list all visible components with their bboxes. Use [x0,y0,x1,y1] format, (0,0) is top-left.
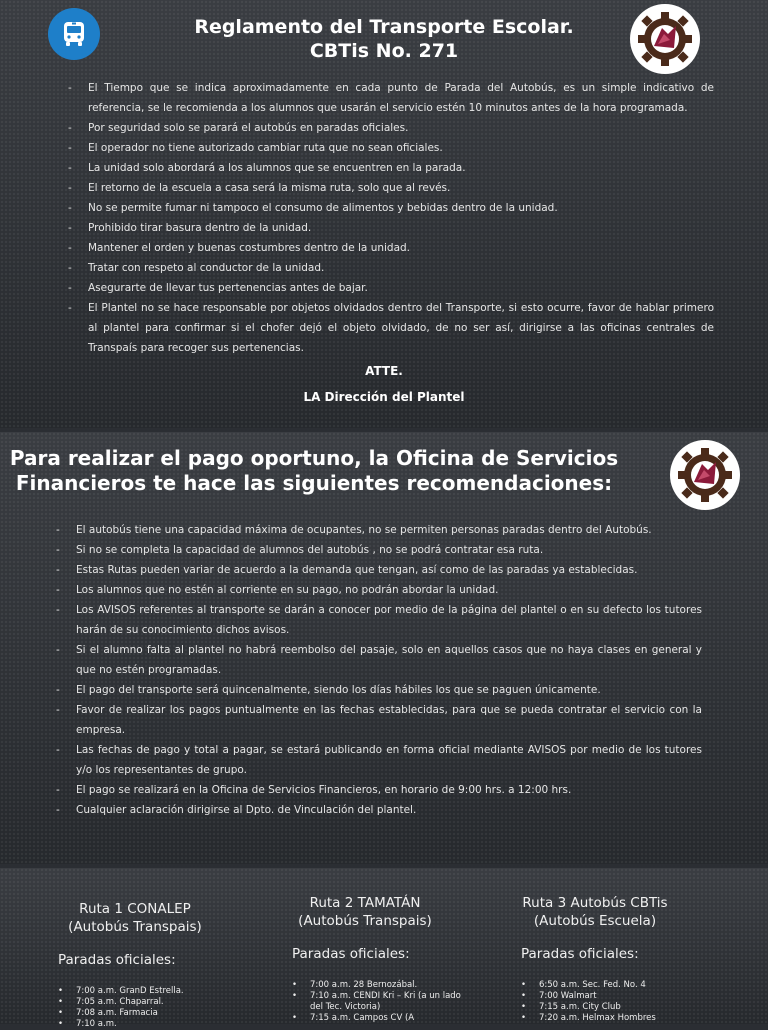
list-item: - Mantener el orden y buenas costumbres dentro de la unidad. [68,238,714,258]
list-item: - El pago se realizará en la Oficina de Servicios Financieros, en horario de 9:00 hrs. a 12:00 hrs. [56,780,702,800]
list-item: - Por seguridad solo se parará el autobús en paradas oficiales. [68,118,714,138]
list-item: - Favor de realizar los pagos puntualmente en las fechas establecidas, para que se pueda contratar el servicio con la empresa. [56,700,702,740]
list-item: • 6:50 a.m. Sec. Fed. No. 4 [521,980,711,991]
list-item: - El Plantel no se hace responsable por objetos olvidados dentro del Transporte, si esto ocurre, favor de hablar primero al plantel para confirmar si el chofer dejó el objeto olvidado, de no ser así, dirigirse a las oficinas centrales de Transpaís para recoger sus pertenencias. [68,298,714,358]
regulation-rules-list [68,78,714,358]
list-item: • 7:15 a.m. Campos CV (A [292,1013,462,1024]
list-item: - Asegurarte de llevar tus pertenencias antes de bajar. [68,278,714,298]
payment-title-line1: Para realizar el pago oportuno, la Oficina de Servicios [9,446,619,470]
list-item: • 7:10 a.m. CENDI Kri – Kri (a un lado del Tec. Victoria) [292,991,462,1013]
list-item: - Las fechas de pago y total a pagar, se estará publicando en forma oficial mediante AVISOS por medio de los tutores y/o los representantes de grupo. [56,740,702,780]
list-item: - El retorno de la escuela a casa será la misma ruta, solo que al revés. [68,178,714,198]
list-item: • 7:05 a.m. Chaparral. [58,997,248,1008]
route-2-stops-title: Paradas oficiales: [292,946,410,962]
route-3-stops-title: Paradas oficiales: [521,946,639,962]
signature-atte: ATTE. [365,364,403,378]
route-2-heading [270,894,460,930]
payment-title-line2: Financieros te hace las siguientes recomendaciones: [15,471,613,495]
route-2-sub: (Autobús Transpais) [298,913,432,929]
list-item: - Si no se completa la capacidad de alumnos del autobús , no se podrá contratar esa ruta. [56,540,702,560]
bus-icon [48,8,100,60]
regulation-title-line1: Reglamento del Transporte Escolar. [194,16,574,38]
list-item: - Estas Rutas pueden variar de acuerdo a la demanda que tengan, así como de las paradas ya establecidas. [56,560,702,580]
list-item: - El Tiempo que se indica aproximadamente en cada punto de Parada del Autobús, es un simple indicativo de referencia, se le recomienda a los alumnos que usarán el servicio estén 10 minutos antes de la hora programada. [68,78,714,118]
list-item: - Tratar con respeto al conductor de la unidad. [68,258,714,278]
list-item: • 7:00 a.m. GranD Estrella. [58,986,248,997]
list-item: - Si el alumno falta al plantel no habrá reembolso del pasaje, solo en aquellos casos que no haya clases en general y que no estén programadas. [56,640,702,680]
list-item: - El pago del transporte será quincenalmente, siendo los días hábiles los que se paguen únicamente. [56,680,702,700]
route-1-sub: (Autobús Transpais) [68,919,202,935]
route-3-heading [500,894,690,930]
list-item: • 7:08 a.m. Farmacia [58,1008,248,1019]
signature-direction: LA Dirección del Plantel [303,390,465,404]
gear-logo-icon [630,4,700,74]
list-item: • 7:10 a.m. [58,1019,248,1030]
route-3-sub: (Autobús Escuela) [533,913,657,929]
list-item: - El autobús tiene una capacidad máxima de ocupantes, no se permiten personas paradas dentro del Autobús. [56,520,702,540]
list-item: • 7:20 a.m. Helmax Hombres [521,1013,711,1024]
list-item: • 7:15 a.m. City Club [521,1002,711,1013]
route-3-name: Ruta 3 Autobús CBTis [522,895,668,911]
route-3-stops [521,980,711,1024]
gear-logo-icon [670,440,740,510]
route-2-name: Ruta 2 TAMATÁN [309,895,421,911]
route-1-name: Ruta 1 CONALEP [79,901,191,917]
list-item: - No se permite fumar ni tampoco el consumo de alimentos y bebidas dentro de la unidad. [68,198,714,218]
list-item: • 7:00 a.m. 28 Bernozábal. [292,980,462,991]
list-item: • 7:00 Walmart [521,991,711,1002]
route-1-stops [58,986,248,1030]
list-item: - Los alumnos que no estén al corriente en su pago, no podrán abordar la unidad. [56,580,702,600]
regulation-title [120,16,648,64]
payment-rules-list [56,520,702,820]
regulation-panel [0,0,768,428]
list-item: - Prohibido tirar basura dentro de la unidad. [68,218,714,238]
regulation-title-line2: CBTis No. 271 [309,39,459,62]
list-item: - El operador no tiene autorizado cambiar ruta que no sean oficiales. [68,138,714,158]
list-item: - Cualquier aclaración dirigirse al Dpto. de Vinculación del plantel. [56,800,702,820]
route-1-heading [40,900,230,936]
route-1-stops-title: Paradas oficiales: [58,952,176,968]
list-item: - Los AVISOS referentes al transporte se darán a conocer por medio de la página del plantel o en su defecto los tutores harán de su conocimiento dichos avisos. [56,600,702,640]
payment-title [6,446,622,496]
route-2-stops [292,980,462,1024]
list-item: - La unidad solo abordará a los alumnos que se encuentren en la parada. [68,158,714,178]
